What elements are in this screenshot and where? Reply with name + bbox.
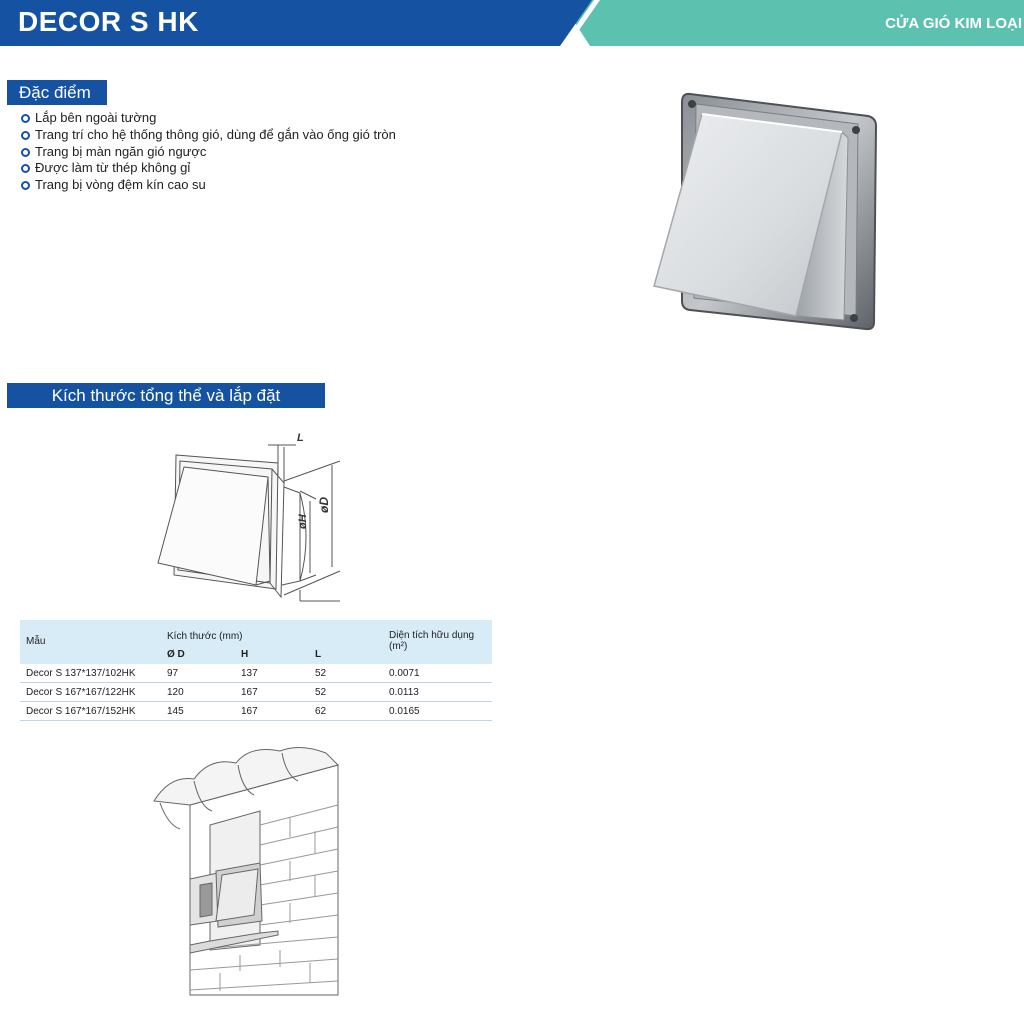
feature-item: Được làm từ thép không gỉ [20,160,396,177]
col-header-size: Kích thước (mm) [161,620,383,644]
cell-d: 120 [161,683,235,702]
product-title: DECOR S HK [18,6,199,37]
cell-d: 97 [161,664,235,683]
table-row [20,683,492,702]
dimension-drawing [150,425,365,610]
col-header-l: L [309,644,383,664]
cell-area: 0.0113 [383,683,492,702]
spec-table [20,620,492,721]
col-header-model: Mẫu [20,620,161,664]
cell-model: Decor S 167*167/152HK [20,702,161,721]
cell-model: Decor S 137*137/102HK [20,664,161,683]
table-row [20,664,492,683]
cell-h: 167 [235,702,309,721]
page-header [0,0,1024,46]
installation-illustration [150,745,350,1000]
dimensions-heading: Kích thước tổng thể và lắp đặt [7,383,325,408]
features-list [20,110,396,194]
cell-l: 62 [309,702,383,721]
cell-area: 0.0071 [383,664,492,683]
feature-item: Trang bị vòng đệm kín cao su [20,177,396,194]
cell-model: Decor S 167*167/122HK [20,683,161,702]
product-category: CỬA GIÓ KIM LOẠI [885,15,1022,32]
cell-d: 145 [161,702,235,721]
dim-label-l: L [297,432,304,444]
cell-l: 52 [309,683,383,702]
dim-label-h: øH [297,514,309,529]
cell-l: 52 [309,664,383,683]
cell-area: 0.0165 [383,702,492,721]
cell-h: 137 [235,664,309,683]
product-photo [646,90,881,335]
feature-item: Trang trí cho hệ thống thông gió, dùng để gắn vào ống gió tròn [20,127,396,144]
dim-label-d: øD [317,497,331,513]
col-header-h: H [235,644,309,664]
feature-item: Trang bị màn ngăn gió ngược [20,144,396,161]
features-heading: Đặc điểm [7,80,107,105]
table-row [20,702,492,721]
col-header-d: Ø D [161,644,235,664]
feature-item: Lắp bên ngoài tường [20,110,396,127]
cell-h: 167 [235,683,309,702]
col-header-area: Diện tích hữu dụng (m²) [383,620,492,664]
